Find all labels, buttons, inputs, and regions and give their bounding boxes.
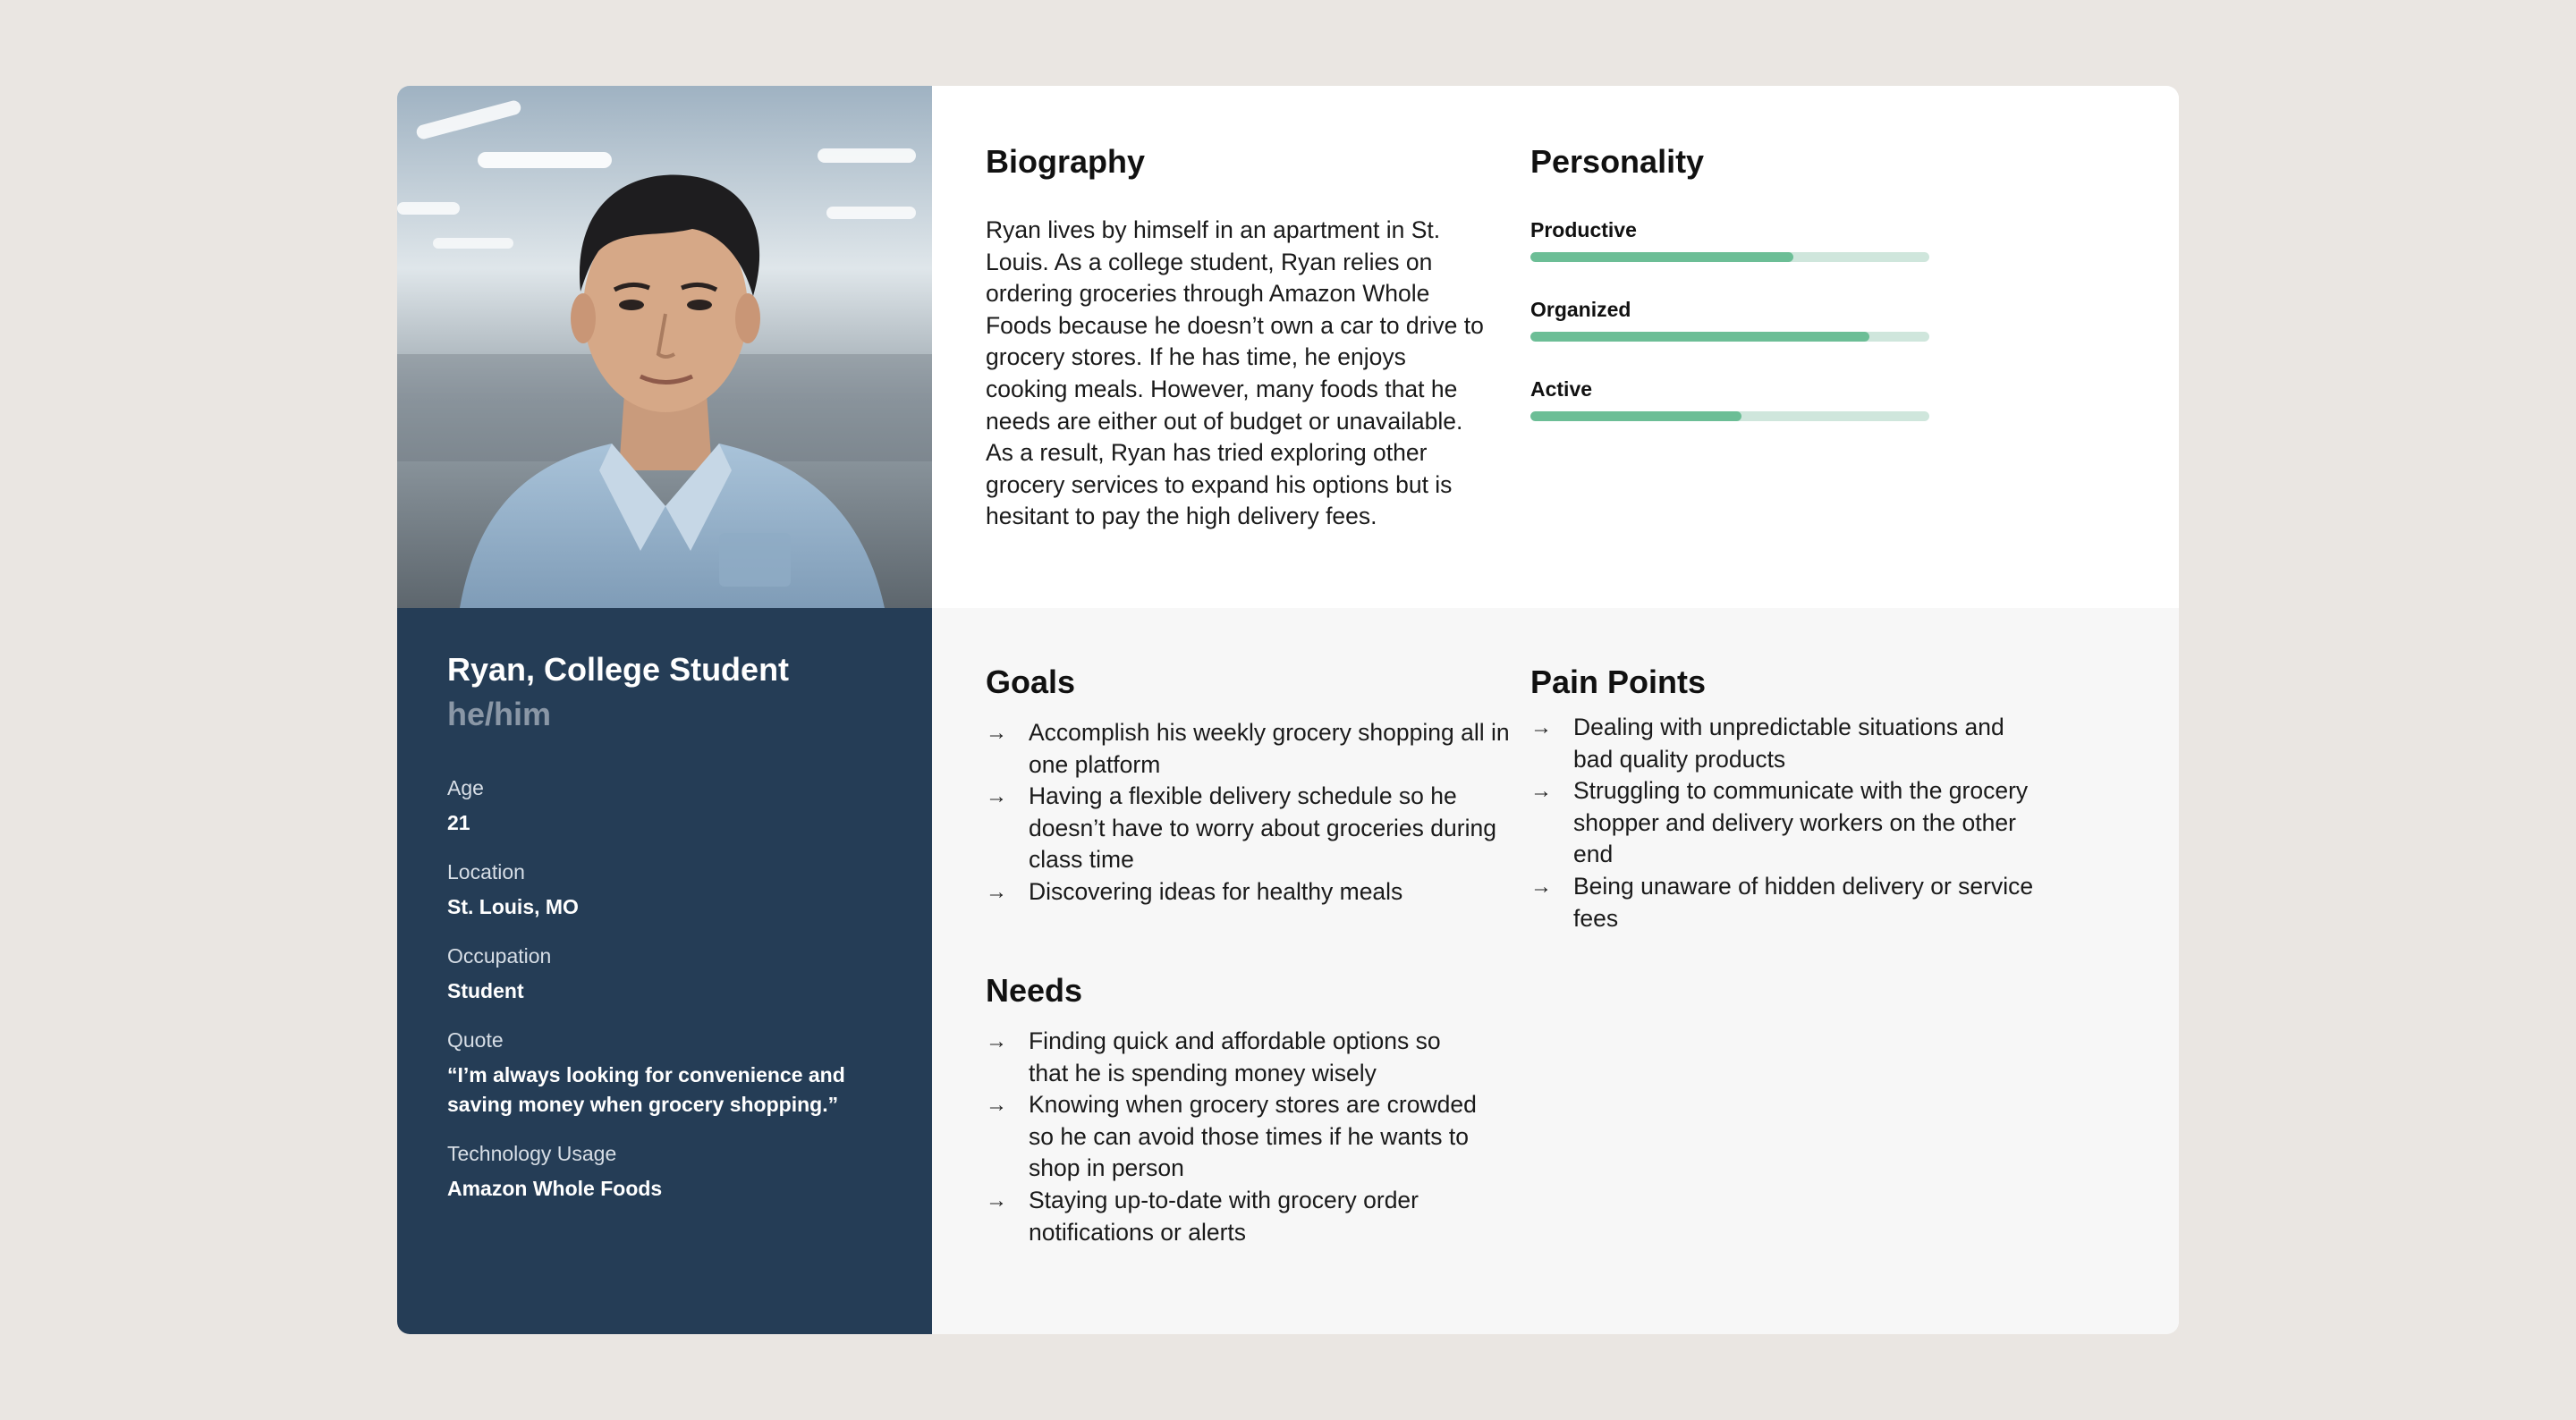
trait-organized [1530,296,1929,342]
arrow-right-icon: → [986,721,1007,745]
trait-bar-track [1530,411,1929,421]
arrow-right-icon: → [1530,874,1552,899]
biography-text: Ryan lives by himself in an apartment in St. Louis. As a college student, Ryan relies on ordering groceries through Amazon Whole Foods because he doesn’t own a car to drive to grocery stores. If he has time, he enjoys cooking meals. However, many foods that he needs are either out of budget or unavailable. As a result, Ryan has tried exploring other grocery services to expand his options but is hesitant to pay the high delivery fees. [986,216,1484,530]
trait-active [1530,376,1929,421]
field-value: “I’m always looking for convenience and saving money when grocery shopping.” [447,1063,845,1116]
field-quote [447,1027,894,1120]
trait-bar-fill [1530,411,1741,421]
list-item: → Accomplish his weekly grocery shopping all in one platform [986,719,1510,778]
field-value: Amazon Whole Foods [447,1177,663,1200]
portrait-photo-icon [397,86,932,608]
personality-title: Personality [1530,143,1705,180]
field-occupation [447,942,894,1006]
trait-label: Organized [1530,298,1631,321]
arrow-right-icon: → [1530,779,1552,804]
list-item: → Struggling to communicate with the grocery shopper and delivery workers on the other end [1530,777,2029,868]
arrow-right-icon: → [1530,715,1552,740]
list-item: → Discovering ideas for healthy meals [986,876,1513,909]
field-label: Age [447,776,484,799]
trait-bar-fill [1530,252,1793,262]
list-item: → Being unaware of hidden delivery or service fees [1530,872,2034,932]
goals-title: Goals [986,664,1076,700]
trait-productive [1530,216,1929,262]
field-technology-usage [447,1140,894,1204]
list-item: → Having a flexible delivery schedule so he doesn’t have to worry about groceries during class time [986,782,1496,874]
field-label: Quote [447,1028,504,1052]
arrow-right-icon: → [986,879,1007,904]
field-location [447,858,894,922]
field-value: Student [447,979,524,1002]
field-label: Technology Usage [447,1142,617,1165]
trait-bar-track [1530,332,1929,342]
persona-pronouns: he/him [447,696,552,732]
persona-name: Ryan, College Student [447,651,790,688]
list-item: → Staying up-to-date with grocery order notifications or alerts [986,1186,1419,1246]
arrow-right-icon: → [986,784,1007,809]
arrow-right-icon: → [986,1188,1007,1213]
pain-points-title: Pain Points [1530,664,1707,700]
trait-label: Active [1530,377,1593,401]
list-item: → Dealing with unpredictable situations and bad quality products [1530,714,2004,773]
biography-title: Biography [986,143,1146,180]
field-label: Location [447,860,525,883]
needs-title: Needs [986,972,1083,1009]
goals-list [986,717,1513,909]
trait-bar-track [1530,252,1929,262]
field-value: 21 [447,811,470,834]
list-item: → Finding quick and affordable options so that he is spending money wisely [986,1027,1441,1086]
field-value: St. Louis, MO [447,895,579,918]
persona-card [397,86,2179,1334]
trait-bar-fill [1530,332,1869,342]
list-item: → Knowing when grocery stores are crowded so he can avoid those times if he wants to shop in person [986,1091,1477,1182]
pain-points-list [1530,712,2049,934]
arrow-right-icon: → [986,1029,1007,1053]
bottom-panel [932,608,2179,1334]
persona-photo [397,86,932,608]
needs-list [986,1026,1487,1248]
field-label: Occupation [447,944,552,968]
trait-label: Productive [1530,218,1637,241]
field-age [447,774,894,838]
persona-sidebar [397,608,932,1334]
top-panel [932,86,2179,608]
arrow-right-icon: → [986,1093,1007,1118]
